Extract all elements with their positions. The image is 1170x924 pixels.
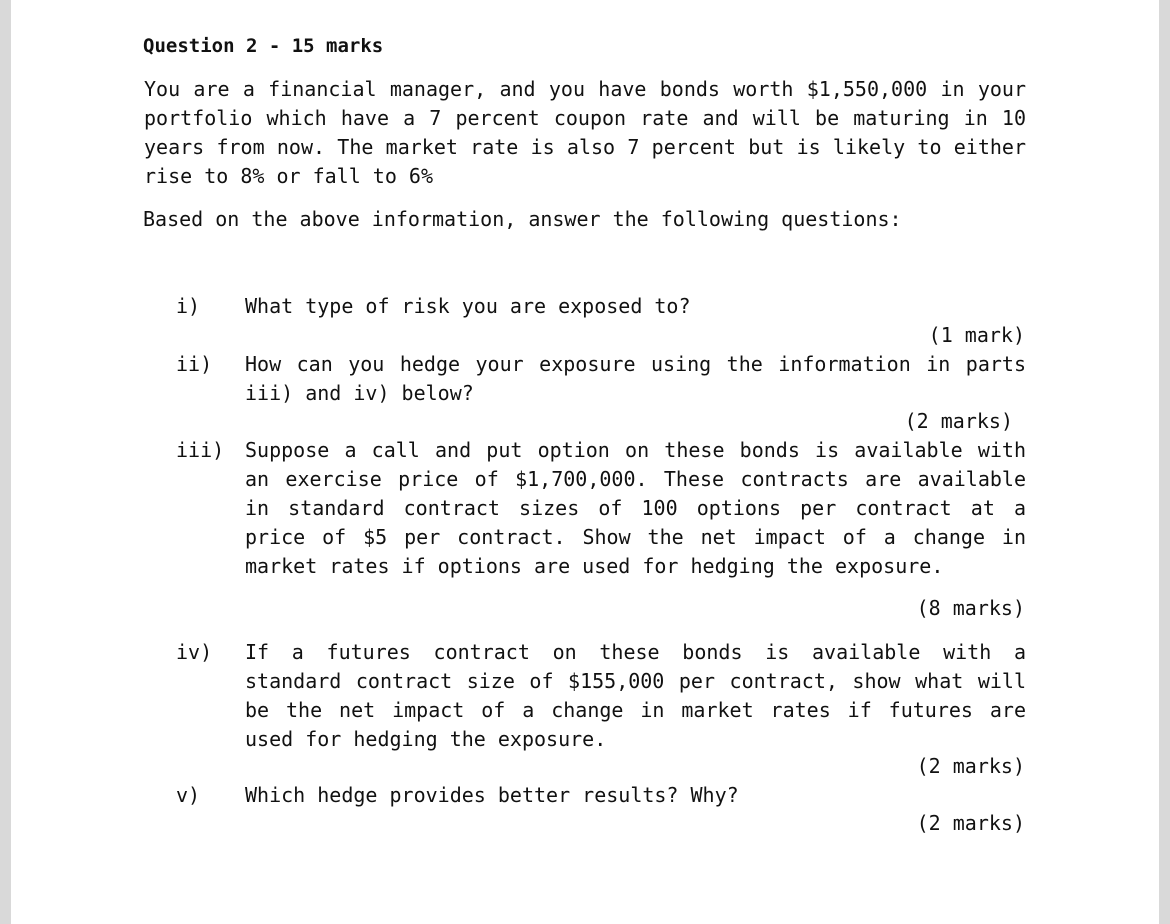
question-number: v) [176, 783, 201, 807]
question-number: iv) [176, 640, 213, 664]
question-text: Suppose a call and put option on these bonds is available with an exercise price of $1,700,000. These contracts are available in standard contract sizes of 100 options per contract at a price of $5 per contract. Show the net impact of a change in market rates if options are used for hedging the exposure. [245, 438, 1026, 578]
document-page [11, 0, 1159, 924]
question-number: i) [176, 294, 201, 318]
question-marks: (2 marks) [916, 811, 1025, 835]
question-text: How can you hedge your exposure using the information in parts iii) and iv) below? [245, 352, 1026, 405]
question-text: What type of risk you are exposed to? [245, 294, 691, 318]
instruction-text: Based on the above information, answer the following questions: [143, 207, 902, 231]
question-number: iii) [176, 438, 225, 462]
question-marks: (2 marks) [904, 409, 1013, 433]
question-marks: (8 marks) [916, 596, 1025, 620]
question-text: Which hedge provides better results? Why? [245, 783, 739, 807]
intro-paragraph: You are a financial manager, and you have bonds worth $1,550,000 in your portfolio which have a 7 percent coupon rate and will be maturing in 10 years from now. The market rate is also 7 percent but is likely to either rise to 8% or fall to 6% [144, 77, 1026, 188]
question-marks: (1 mark) [928, 323, 1025, 347]
question-marks: (2 marks) [916, 754, 1025, 778]
question-number: ii) [176, 352, 213, 376]
question-heading: Question 2 - 15 marks [143, 35, 384, 57]
question-text: If a futures contract on these bonds is available with a standard contract size of $155,000 per contract, show what will be the net impact of a change in market rates if futures are used for hedging the exposure. [245, 640, 1026, 751]
